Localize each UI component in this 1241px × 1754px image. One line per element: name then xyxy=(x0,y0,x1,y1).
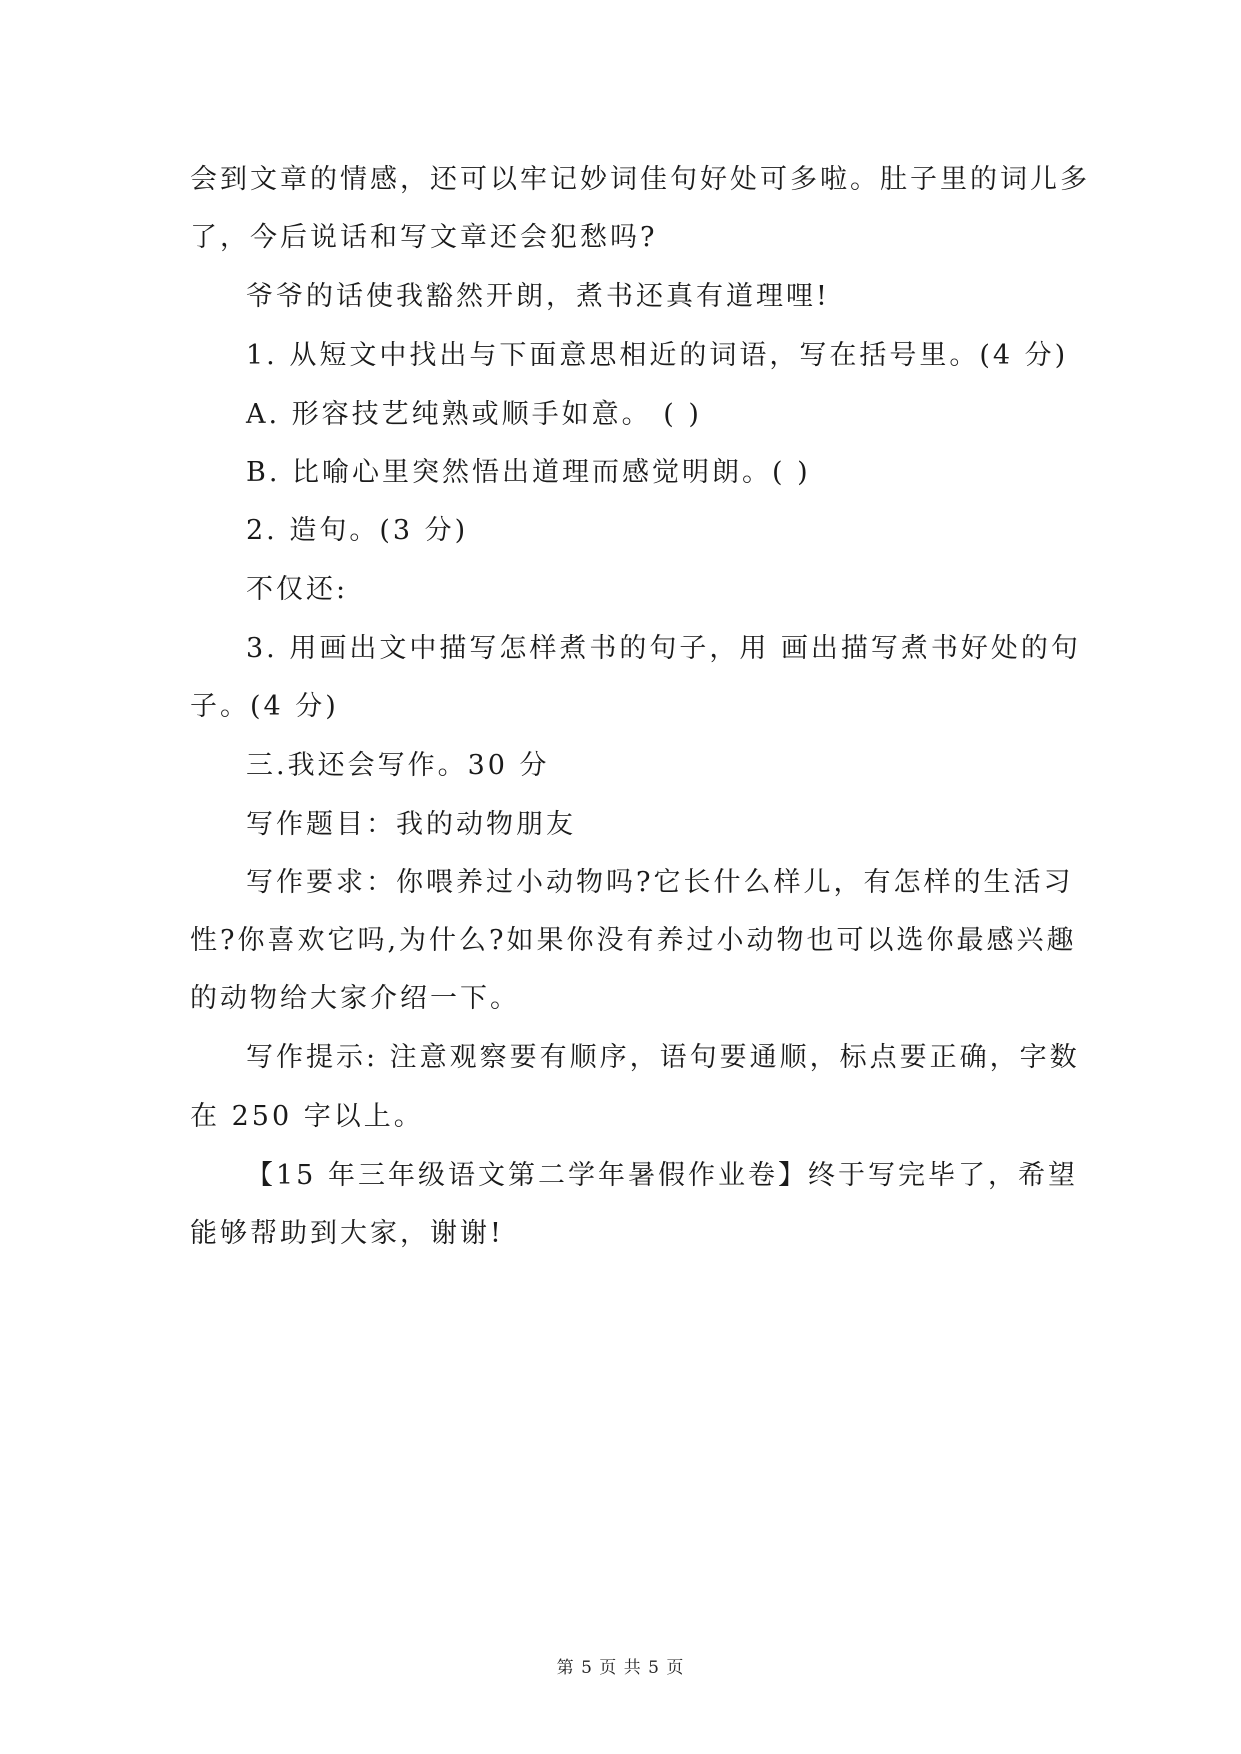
text-line: 会到文章的情感，还可以牢记妙词佳句好处可多啦。肚子里的词儿多 xyxy=(190,164,1090,195)
question-3: 3. 用画出文中描写怎样煮书的句子，用 画出描写煮书好处的句 xyxy=(246,633,1081,664)
section-heading-writing: 三.我还会写作。30 分 xyxy=(246,750,550,781)
question-1: 1. 从短文中找出与下面意思相近的词语，写在括号里。(4 分) xyxy=(246,340,1069,371)
question-1-item-b: B. 比喻心里突然悟出道理而感觉明朗。( ) xyxy=(246,457,811,488)
writing-tips: 写作提示: 注意观察要有顺序，语句要通顺，标点要正确，字数 xyxy=(246,1042,1080,1073)
question-2: 2. 造句。(3 分) xyxy=(246,515,469,546)
writing-title: 写作题目：我的动物朋友 xyxy=(246,809,576,840)
text-line: 爷爷的话使我豁然开朗，煮书还真有道理哩! xyxy=(246,281,830,312)
text-line: 了，今后说话和写文章还会犯愁吗? xyxy=(190,222,658,253)
page-number-footer: 第 5 页 共 5 页 xyxy=(556,1658,685,1678)
text-line: 能够帮助到大家，谢谢! xyxy=(190,1218,504,1249)
question-2-prompt: 不仅还: xyxy=(246,574,349,605)
text-line: 子。(4 分) xyxy=(190,691,339,722)
text-line: 在 250 字以上。 xyxy=(190,1101,424,1132)
writing-requirements: 写作要求：你喂养过小动物吗?它长什么样儿，有怎样的生活习 xyxy=(246,867,1074,898)
closing-note: 【15 年三年级语文第二学年暑假作业卷】终于写完毕了，希望 xyxy=(246,1160,1078,1191)
text-line: 性?你喜欢它吗,为什么?如果你没有养过小动物也可以选你最感兴趣 xyxy=(190,925,1077,956)
question-1-item-a: A. 形容技艺纯熟或顺手如意。 ( ) xyxy=(246,399,702,430)
text-line: 的动物给大家介绍一下。 xyxy=(190,983,520,1014)
